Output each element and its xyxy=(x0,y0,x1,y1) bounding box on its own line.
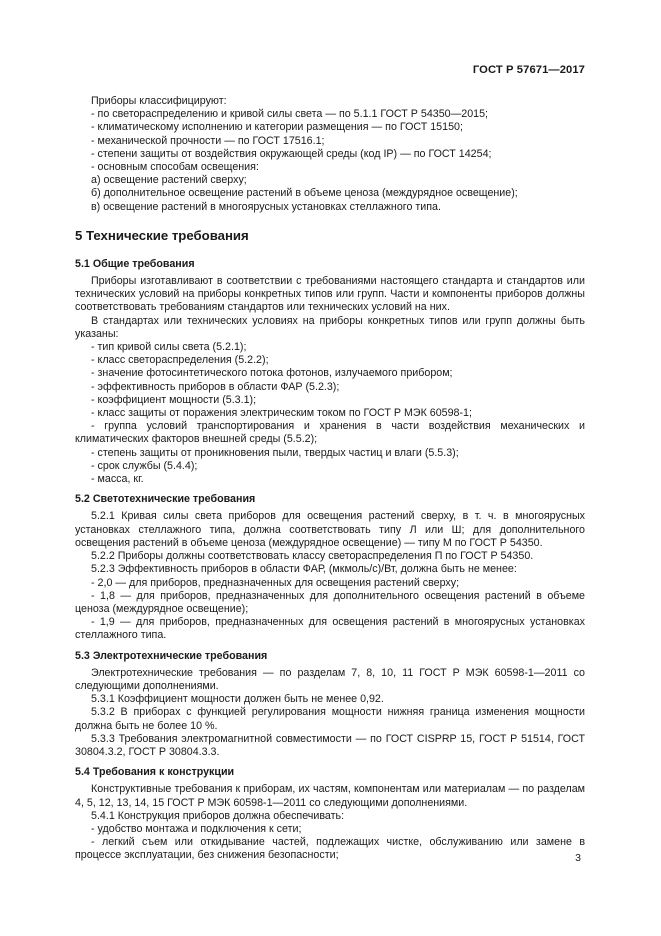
subsection-heading: 5.3 Электротехнические требования xyxy=(75,649,268,662)
requirement-item: - значение фотосинтетического потока фотонов, излучаемого прибором; xyxy=(91,367,453,380)
classification-subitem: в) освещение растений в многоярусных установках стеллажного типа. xyxy=(91,200,441,213)
paragraph: 5.4.1 Конструкция приборов должна обеспечивать: xyxy=(91,809,345,822)
page-body xyxy=(75,95,585,863)
classification-lead: Приборы классифицируют: xyxy=(91,95,227,107)
classification-item: - степени защиты от воздействия окружающей среды (код IP) — по ГОСТ 14254; xyxy=(91,147,492,160)
paragraph: 5.3.1 Коэффициент мощности должен быть не менее 0,92. xyxy=(91,693,384,706)
efficiency-item: - 1,8 — для приборов, предназначенных для дополнительного освещения растений в объеме ценоза (междурядное освещение); xyxy=(75,589,585,615)
requirement-item: - степень защиты от проникновения пыли, твердых частиц и влаги (5.5.3); xyxy=(91,446,459,459)
paragraph: Конструктивные требования к приборам, их частям, компонентам или материалам — по разделам 4, 5, 12, 13, 14, 15 ГОСТ Р МЭК 60598-1—2011 со следующими дополнениями. xyxy=(75,783,585,809)
paragraph: 5.2.1 Кривая силы света приборов для освещения растений сверху, в т. ч. в многоярусных установках стеллажного типа, должна соответствовать типу Л или Ш; для дополнительного освещения растений в объеме ценоза (междурядное освещение) — типу М по ГОСТ Р 54350. xyxy=(75,510,585,549)
paragraph: 5.2.3 Эффективность приборов в области ФАР, (мкмоль/с)/Вт, должна быть не менее: xyxy=(91,563,517,576)
requirement-item: - тип кривой силы света (5.2.1); xyxy=(91,341,247,354)
requirement-item: - группа условий транспортирования и хранения в части воздействия механических и климатических факторов внешней среды (5.5.2); xyxy=(75,420,585,446)
subsection-heading: 5.2 Светотехнические требования xyxy=(75,493,256,506)
efficiency-item: - 1,9 — для приборов, предназначенных для освещения растений в многоярусных установках стеллажного типа. xyxy=(75,616,585,642)
subsection-heading: 5.4 Требования к конструкции xyxy=(75,766,235,779)
efficiency-item: - 2,0 — для приборов, предназначенных для освещения растений сверху; xyxy=(91,576,460,589)
paragraph: 5.3.3 Требования электромагнитной совместимости — по ГОСТ CISPRP 15, ГОСТ Р 51514, ГОСТ 30804.3.2, ГОСТ Р 30804.3.3. xyxy=(75,732,585,758)
document-id-header: ГОСТ Р 57671—2017 xyxy=(472,64,585,76)
requirement-item: - класс светораспределения (5.2.2); xyxy=(91,354,269,367)
paragraph: В стандартах или технических условиях на приборы конкретных типов или групп должны быть указаны: xyxy=(75,314,585,340)
classification-subitem: а) освещение растений сверху; xyxy=(91,174,247,187)
requirement-item: - класс защиты от поражения электрическим током по ГОСТ Р МЭК 60598-1; xyxy=(91,407,472,420)
paragraph: 5.3.2 В приборах с функцией регулирования мощности нижняя граница изменения мощности должна быть не более 10 %. xyxy=(75,706,585,732)
subsection-heading: 5.1 Общие требования xyxy=(75,257,195,270)
requirement-item: - срок службы (5.4.4); xyxy=(91,459,198,472)
classification-item: - по светораспределению и кривой силы света — по 5.1.1 ГОСТ Р 54350—2015; xyxy=(91,108,489,121)
classification-item: - основным способам освещения: xyxy=(91,161,259,174)
paragraph: Приборы изготавливают в соответствии с требованиями настоящего стандарта и стандартов или технических условий на приборы конкретных типов или групп. Части и компоненты приборов должны соответствовать требованиям стандартов или технических условий на них. xyxy=(75,275,585,314)
section-heading: 5 Технические требования xyxy=(75,227,249,243)
page-number: 3 xyxy=(575,852,581,864)
construction-item: - легкий съем или откидывание частей, подлежащих чистке, обслуживанию или замене в процессе эксплуатации, без снижения безопасности; xyxy=(75,836,585,862)
requirement-item: - коэффициент мощности (5.3.1); xyxy=(91,393,257,406)
construction-item: - удобство монтажа и подключения к сети; xyxy=(91,822,302,835)
classification-subitem: б) дополнительное освещение растений в объеме ценоза (междурядное освещение); xyxy=(91,187,518,200)
paragraph: Электротехнические требования — по разделам 7, 8, 10, 11 ГОСТ Р МЭК 60598-1—2011 со следующими дополнениями. xyxy=(75,666,585,692)
requirement-item: - масса, кг. xyxy=(91,473,144,486)
paragraph: 5.2.2 Приборы должны соответствовать классу светораспределения П по ГОСТ Р 54350. xyxy=(91,550,534,563)
classification-item: - климатическому исполнению и категории размещения — по ГОСТ 15150; xyxy=(91,121,463,134)
classification-item: - механической прочности — по ГОСТ 17516.1; xyxy=(91,134,325,147)
requirement-item: - эффективность приборов в области ФАР (5.2.3); xyxy=(91,380,340,393)
